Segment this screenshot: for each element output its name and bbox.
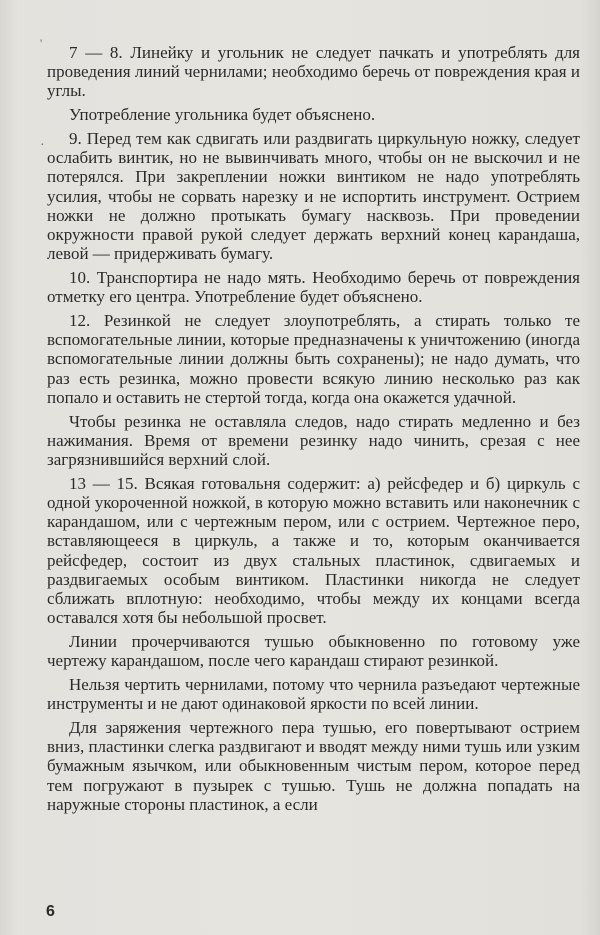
paragraph-eraser: Чтобы резинка не оставляла следов, надо стирать медленно и без нажимания. Время от времени резинку надо чинить, срезая с нее загрязнившийся верхний слой. <box>47 411 580 470</box>
paragraph-10: 10. Транспортира не надо мять. Необходимо беречь от повреждения отметку его центра. Употребление будет объяснено. <box>47 268 580 307</box>
paragraph-ink-lines: Линии прочерчиваются тушью обыкновенно по готовому уже чертежу карандашом, после чего карандаш стирают резинкой. <box>47 632 580 671</box>
paragraph-12: 12. Резинкой не следует злоупотреблять, а стирать только те вспомогательные линии, которые предназначены к уничтожению (иногда вспомогательные линии должны быть сохранены); не надо думать, что раз есть резинка, можно провести всякую линию несколько раз как попало и оставить не стертой тогда, когда она окажется удачной. <box>47 311 580 407</box>
page-text <box>47 43 580 819</box>
paragraph-9: 9. Перед тем как сдвигать или раздвигать циркульную ножку, следует ослабить винтик, но не вывинчивать много, чтобы он не выскочил и не потерялся. При закреплении ножки винтиком не надо употреблять усилия, чтобы не сорвать нарезку и не испортить инструмент. Острием ножки не должно протыкать бумагу насквозь. При проведении окружности правой рукой следует держать верхний конец карандаша, левой — придерживать бумагу. <box>47 129 580 264</box>
paragraph-7-8: 7 — 8. Линейку и угольник не следует пачкать и употреблять для проведения линий чернилами; необходимо беречь от повреждения края и углы. <box>47 43 580 101</box>
margin-speck: ' <box>40 36 43 50</box>
paragraph-no-ink: Нельзя чертить чернилами, потому что чернила разъедают чертежные инструменты и не дают одинаковой яркости по всей линии. <box>47 675 580 714</box>
margin-speck: · <box>40 138 45 153</box>
paragraph-protractor-note: Употребление угольника будет объяснено. <box>69 105 376 125</box>
paragraph-loading-pen: Для заряжения чертежного пера тушью, его повертывают острием вниз, пластинки слегка раздвигают и вводят между ними тушь или узким бумажным язычком, или обыкновенным чистым пером, которое перед тем погружают в пузырек с тушью. Тушь не должна попадать на наружные стороны пластинок, а если <box>47 718 580 814</box>
page-number: 6 <box>46 903 55 920</box>
paragraph-13-15: 13 — 15. Всякая готовальня содержит: а) рейсфедер и б) циркуль с одной укороченной ножкой, в которую можно вставить или наконечник с карандашом, или с чертежным пером, или с острием. Чертежное перо, вставляющееся в циркуль, а также и то, которым оканчивается рейсфедер, состоит из двух стальных пластинок, сдвигаемых и раздвигаемых особым винтиком. Пластинки никогда не следует сближать вплотную: необходимо, чтобы между их концами всегда оставался хотя бы небольшой просвет. <box>47 473 580 628</box>
